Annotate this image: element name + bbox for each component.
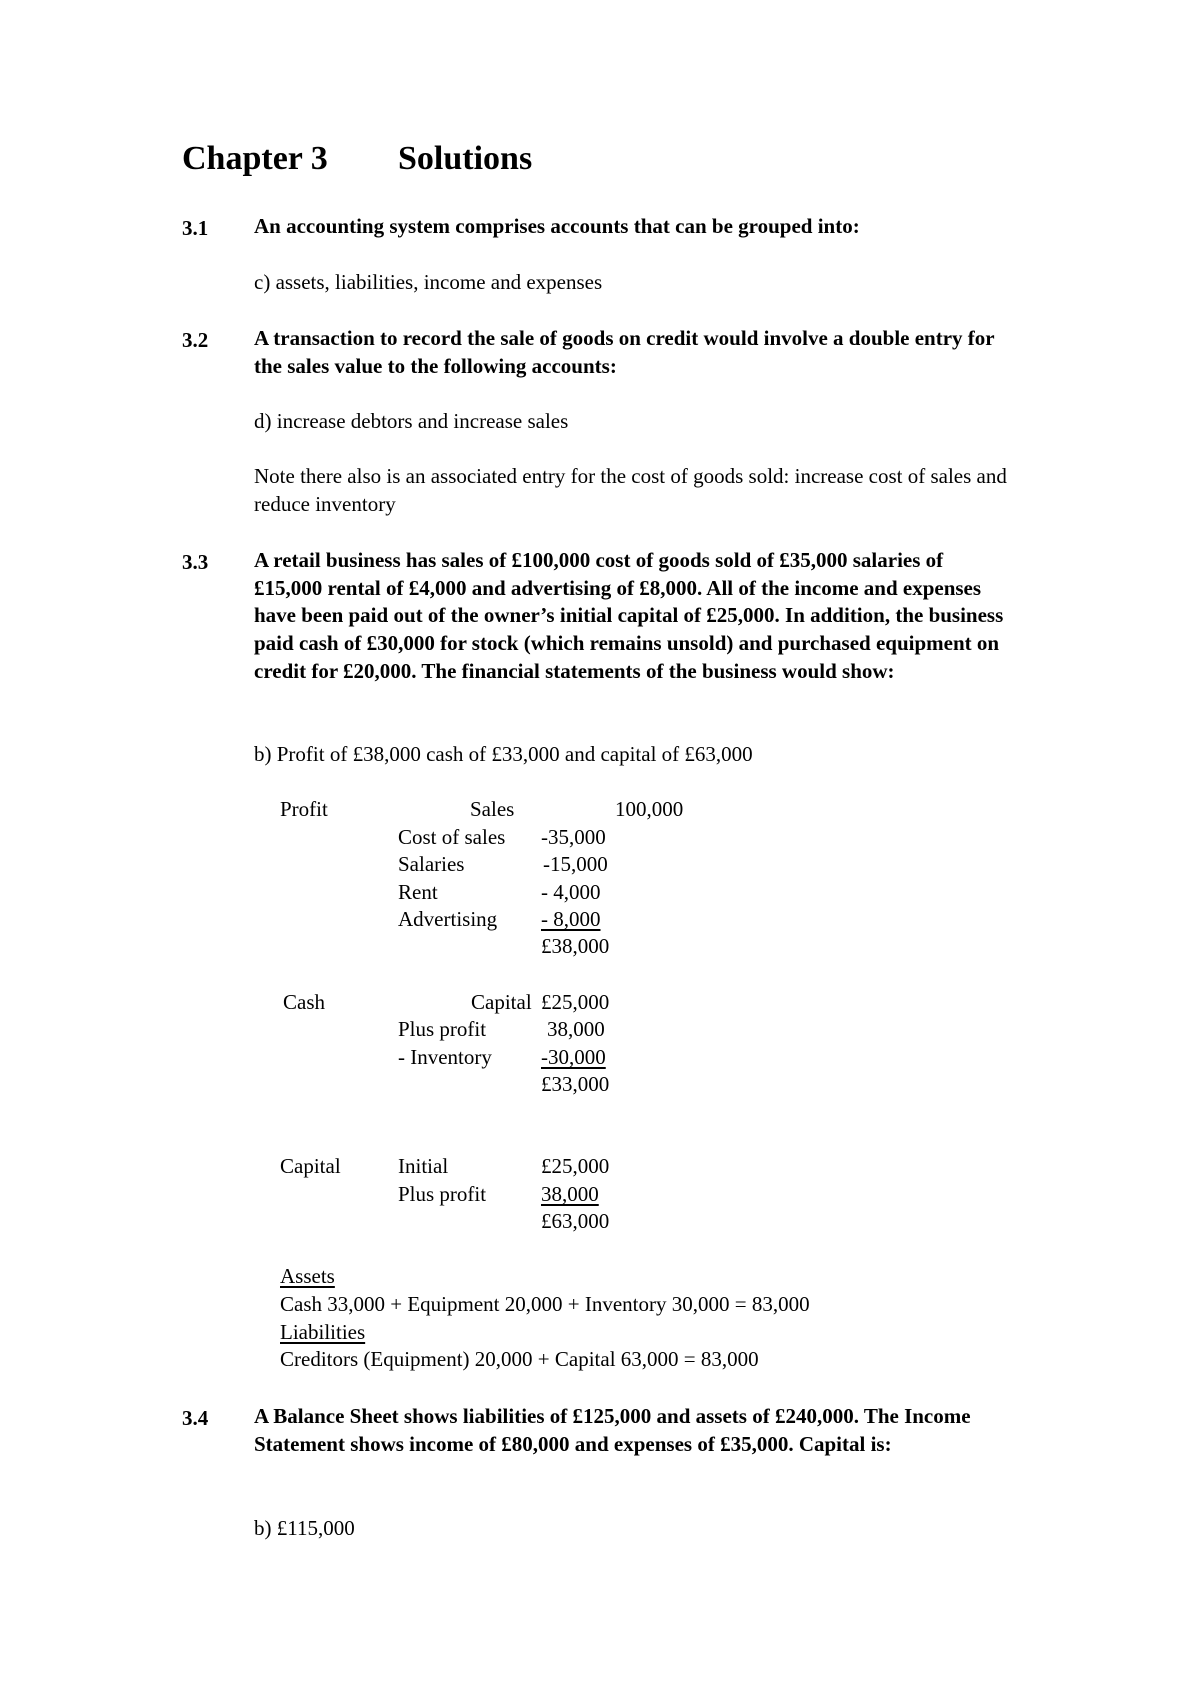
cash-heading: Cash [283, 990, 325, 1014]
profit-total: £38,000 [541, 934, 610, 958]
row-label: Plus profit [398, 1017, 487, 1041]
capital-label: Capital [471, 990, 532, 1014]
row-value: - 4,000 [541, 880, 601, 904]
capital-value: £25,000 [541, 990, 610, 1014]
profit-heading: Profit [280, 797, 328, 821]
assets-heading: Assets [280, 1264, 335, 1288]
capital-total: £63,000 [541, 1209, 610, 1233]
question-number: 3.2 [182, 328, 209, 352]
row-value: -30,000 [541, 1045, 606, 1069]
chapter-label: Chapter 3 [182, 140, 328, 177]
row-value: 38,000 [547, 1017, 605, 1041]
sales-value: 100,000 [615, 797, 684, 821]
question-answer: b) Profit of £38,000 cash of £33,000 and capital of £63,000 [254, 742, 753, 766]
question-answer: d) increase debtors and increase sales [254, 409, 569, 433]
cash-total: £33,000 [541, 1072, 610, 1096]
row-value: £25,000 [541, 1154, 610, 1178]
row-label: - Inventory [398, 1045, 492, 1069]
question-answer: b) £115,000 [254, 1516, 355, 1540]
question-answer: c) assets, liabilities, income and expenses [254, 270, 603, 294]
row-value: - 8,000 [541, 907, 601, 931]
chapter-title: Solutions [398, 140, 533, 177]
question-prompt: A retail business has sales of £100,000 cost of goods sold of £35,000 salaries of £15,000 rental of £4,000 and advertising of £8,000. All of the income and expenses have been paid out of the owner’s initial capital of £25,000. In addition, the business paid cash of £30,000 for stock (which remains unsold) and purchased equipment on credit for £20,000. The financial statements of the business would show: [254, 548, 1004, 683]
row-value: -35,000 [541, 825, 606, 849]
row-label: Rent [398, 880, 438, 904]
question-number: 3.3 [182, 550, 209, 574]
row-label: Advertising [398, 907, 498, 931]
assets-line: Cash 33,000 + Equipment 20,000 + Inventory 30,000 = 83,000 [280, 1292, 810, 1316]
sales-label: Sales [470, 797, 515, 821]
capital-heading: Capital [280, 1154, 341, 1178]
question-prompt: A Balance Sheet shows liabilities of £125,000 and assets of £240,000. The Income Statement shows income of £80,000 and expenses of £35,000. Capital is: [254, 1404, 971, 1456]
liabilities-heading: Liabilities [280, 1320, 366, 1344]
row-value: 38,000 [541, 1182, 599, 1206]
row-label: Plus profit [398, 1182, 487, 1206]
question-note: Note there also is an associated entry for the cost of goods sold: increase cost of sales and reduce inventory [254, 464, 1007, 516]
question-prompt: A transaction to record the sale of goods on credit would involve a double entry for the sales value to the following accounts: [254, 326, 995, 378]
question-number: 3.4 [182, 1406, 209, 1430]
question-prompt: An accounting system comprises accounts that can be grouped into: [254, 214, 860, 238]
row-label: Cost of sales [398, 825, 506, 849]
row-value: -15,000 [543, 852, 608, 876]
row-label: Initial [398, 1154, 449, 1178]
row-label: Salaries [398, 852, 465, 876]
question-number: 3.1 [182, 216, 209, 240]
liabilities-line: Creditors (Equipment) 20,000 + Capital 63,000 = 83,000 [280, 1347, 759, 1371]
